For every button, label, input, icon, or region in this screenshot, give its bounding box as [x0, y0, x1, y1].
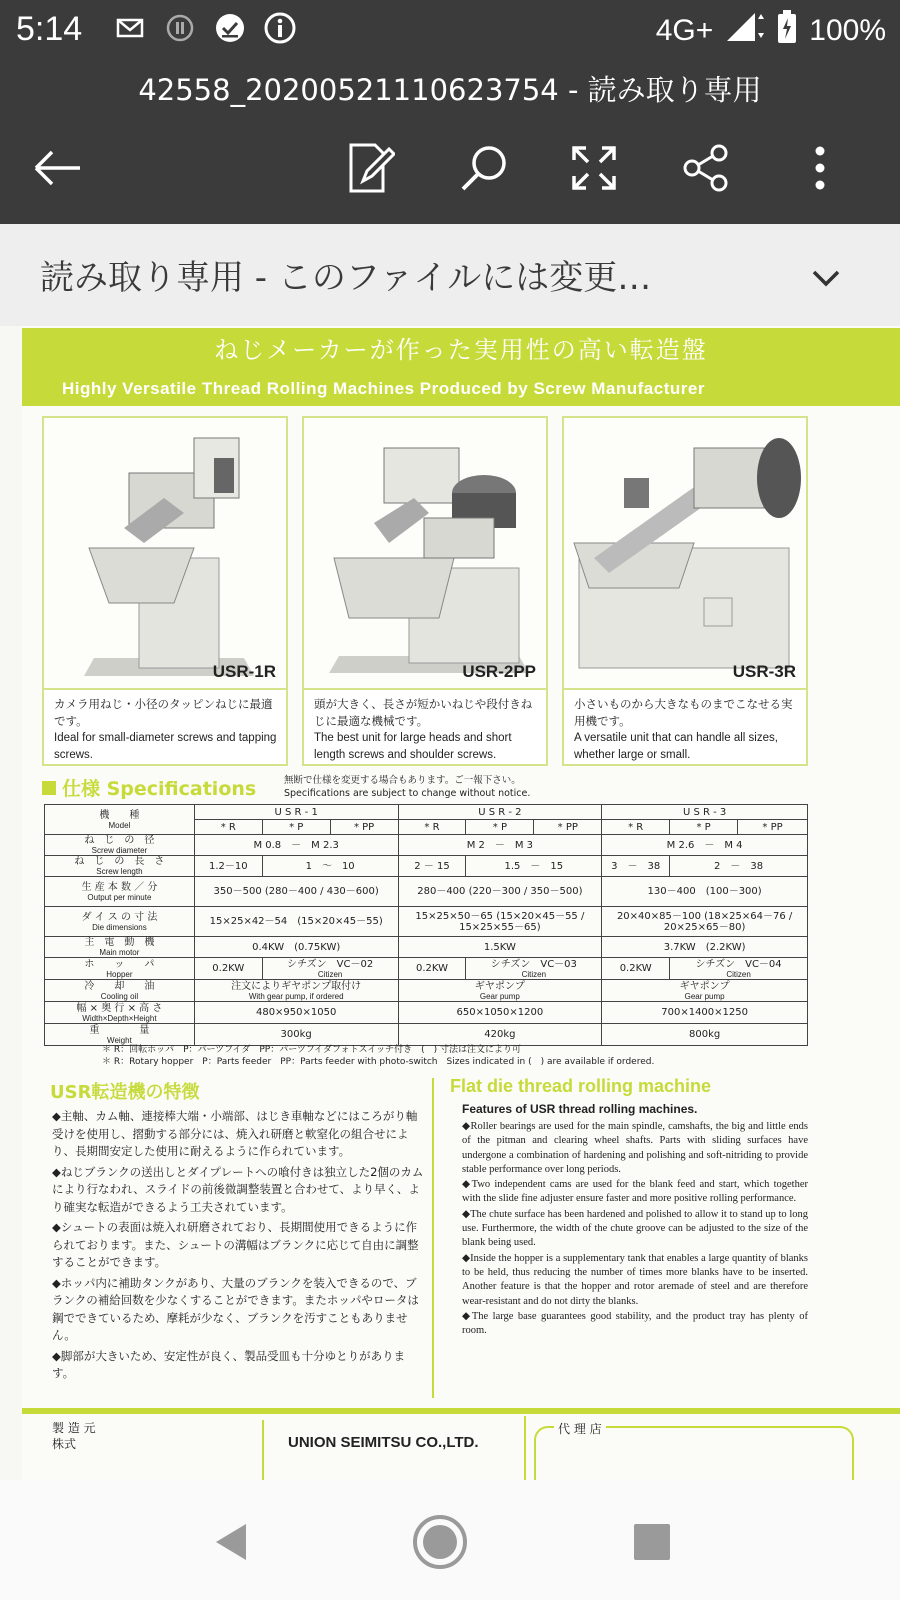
feature-en-item: ◆Two independent cams are used for the blank feed and start, which together with the slide fine adjuster ensure faster and more positive rolling performance.: [462, 1179, 808, 1205]
features-jp-heading: USR転造機の特徴: [50, 1082, 200, 1103]
spec-heading-text: 仕様 Specifications: [62, 778, 257, 800]
spec-row-die: ダ イ ス の 寸 法 Die dimensions 15×25×42－54 (15×20×45－55) 15×25×50－65 (15×20×45－55 / 15×25×55－65) 20×40×85－100 (18×25×64－76 / 20×25×65－80): [45, 907, 808, 937]
spec-note-en: Specifications are subject to change without notice.: [284, 788, 531, 799]
spec-note: [284, 774, 530, 800]
machine-card-usr3r: [562, 416, 808, 766]
feature-jp-item: ◆ホッパ内に補助タンクがあり、大量のブランクを装入できるので、ブランクの補給回数を少なくすることができます。またホッパやロータは鋼でできているため、摩耗が少なく、ブランクを汚すこともありません。: [52, 1275, 419, 1342]
home-circle-icon[interactable]: [408, 1510, 472, 1574]
spec-variant: * P: [262, 820, 330, 835]
readonly-banner-text: 読み取り専用 - このファイルには変更…: [40, 258, 652, 298]
footer-divider: [524, 1416, 526, 1480]
card-description: [54, 696, 282, 764]
spec-row-length: ね じ の 長 さ Screw length 1.2－10 1 ～ 10 2 － 15 1.5 － 15 3 － 38 2 － 38: [45, 856, 808, 877]
search-icon[interactable]: [454, 138, 514, 198]
spec-footnote: ＊ R：回転ホッパ P：パーツフイダ PP：パーツフイダフォトスイッチ付き ( ) 寸法は注文により可 ＊ R：Rotary hopper P：Parts feeder PP：Parts feeder with photo-switch Sizes indicated in ( ) are available if ordered.: [102, 1045, 655, 1067]
back-arrow-icon[interactable]: [28, 138, 88, 198]
spec-row-output: 生 産 本 数 ／ 分 Output per minute 350－500 (280－400 / 430－600) 280－400 (220－300 / 350－500) 130－400 (100－300): [45, 877, 808, 907]
card-description: [574, 696, 802, 764]
feature-en-item: ◆The chute surface has been hardened and polished to allow it to stand up to long use. Furthermore, the width of the chute groove can be adjusted to the size of the blank being used.: [462, 1208, 808, 1249]
machine-photo-usr1r: [44, 418, 286, 690]
spec-variant: * PP: [330, 820, 398, 835]
spec-note-jp: 無断で仕様を変更する場合もあります。ご一報下さい。: [284, 775, 521, 786]
feature-jp-item: ◆シュートの表面は焼入れ研磨されており、長期間使用できるように作られております。また、シュートの溝幅はブランクに応じて自由に調整することができます。: [52, 1220, 419, 1269]
spec-group-usr3: U S R - 3: [602, 805, 808, 820]
share-icon[interactable]: [676, 138, 736, 198]
footer-band: [22, 1408, 900, 1414]
spec-variant: * PP: [534, 820, 602, 835]
spec-row-size: 幅 × 奥 行 × 高 さ Width×Depth×Height 480×950×1050 650×1050×1200 700×1400×1250: [45, 1002, 808, 1024]
spec-variant: * R: [194, 820, 262, 835]
card-desc-jp: カメラ用ねじ・小径のタッピンねじに最適です。: [54, 697, 273, 728]
spec-group-usr1: U S R - 1: [194, 805, 398, 820]
status-right: [656, 10, 886, 52]
spec-row-cooling: 冷 却 油 Cooling oil 注文によりギヤポンプ取付け With gear pump, if ordered ギヤポンプ Gear pump ギヤポンプ Gear pump: [45, 980, 808, 1002]
battery-percent: 100%: [809, 14, 886, 47]
spec-row-weight: 重 量 Weight 300kg 420kg 800kg: [45, 1024, 808, 1046]
status-time: 5:14: [16, 10, 83, 48]
spec-variant: * PP: [738, 820, 808, 835]
recents-square-icon[interactable]: [620, 1510, 684, 1574]
signal-icon: [725, 11, 765, 51]
machine-card-usr2pp: [302, 416, 548, 766]
card-desc-jp: 頭が大きく、長さが短かいねじや段付きねじに最適な機械です。: [314, 697, 533, 728]
feature-en-item: ◆The large base guarantees good stability, and the product tray has plenty of room.: [462, 1310, 808, 1337]
mail-icon: [112, 10, 148, 46]
readonly-banner[interactable]: [0, 224, 900, 326]
footer-company: UNION SEIMITSU CO.,LTD.: [288, 1434, 479, 1451]
status-notification-icons: [112, 10, 298, 46]
edit-icon[interactable]: [340, 138, 400, 198]
info-icon: [262, 10, 298, 46]
spec-row-diameter: ね じ の 径 Screw diameter M 0.8 － M 2.3 M 2 － M 3 M 2.6 － M 4: [45, 835, 808, 856]
title-en: Highly Versatile Thread Rolling Machines Produced by Screw Manufacturer: [22, 372, 900, 406]
feature-jp-item: ◆主軸、カム軸、連接棒大端・小端部、はじき車軸などにはころがり軸受けを使用し、摺動する部分には、焼入れ研磨と軟窒化の組合せにより、長期間安定した使用に耐えるように作られています。: [52, 1109, 418, 1158]
machine-photo-usr3r: [564, 418, 806, 690]
model-label: USR-2PP: [462, 662, 536, 681]
feature-jp-item: ◆脚部が大きいため、安定性が良く、製品受皿も十分ゆとりがあります。: [52, 1348, 406, 1380]
model-label: USR-1R: [212, 662, 276, 681]
card-desc-en: Ideal for small-diameter screws and tapping screws.: [54, 732, 277, 761]
fullscreen-icon[interactable]: [564, 138, 624, 198]
notification-icon: [162, 10, 198, 46]
card-description: [314, 696, 542, 764]
title-jp: ねじメーカーが作った実用性の高い転造盤: [22, 328, 900, 372]
feature-en-item: ◆Inside the hopper is a supplementary tank that enables a large quantity of blanks to be held, thus reducing the number of times more blanks have to be inserted. Another feature is that the hopper and rotor aremade of steel and are therefore wear-resistant and do not dirty the blanks.: [462, 1252, 808, 1307]
model-label: USR-3R: [732, 662, 796, 681]
spec-row-hopper: ホ ッ パ Hopper 0.2KW シチズン VC－02 Citizen 0.2KW シチズン VC－03 Citizen 0.2KW シチズン VC－04 Citizen: [45, 958, 808, 980]
features-jp-list: [52, 1108, 424, 1386]
feature-en-item: ◆Roller bearings are used for the main spindle, camshafts, the big and little ends of the pitman and clearing wheel shafts. Parts with sliding surfaces have undergone a combination of hardening and polishing and soft-nitriding to provide stable performance over long periods.: [462, 1121, 808, 1175]
app-bar: [0, 64, 900, 224]
machine-card-usr1r: [42, 416, 288, 766]
footer-maker: 製 造 元 株式: [52, 1421, 96, 1451]
spec-model-header: 機 種 Model: [45, 805, 195, 835]
check-icon: [212, 10, 248, 46]
spec-variant: * R: [602, 820, 670, 835]
features-divider: [432, 1078, 434, 1398]
document-viewer[interactable]: [0, 326, 900, 1480]
footer-divider: [262, 1420, 264, 1480]
spec-table: [44, 804, 808, 1046]
spec-variant: * P: [466, 820, 534, 835]
spec-group-usr2: U S R - 2: [398, 805, 602, 820]
document-page: [22, 326, 900, 1480]
feature-jp-item: ◆ねじブランクの送出しとダイプレートへの喰付きは独立した2個のカムにより行なわれ、スライドの前後微調整装置と合わせて、より早く、より確実な転造ができるよう工夫されています。: [52, 1164, 424, 1214]
battery-icon: [777, 10, 797, 52]
chevron-down-icon[interactable]: [806, 258, 846, 298]
network-label: 4G+: [655, 14, 714, 47]
card-desc-jp: 小さいものから大きなものまでこなせる実用機です。: [574, 697, 793, 728]
agent-label: 代 理 店: [554, 1420, 606, 1437]
features-en-heading: Flat die thread rolling machine: [450, 1076, 712, 1096]
card-desc-en: A versatile unit that can handle all sizes, whether large or small.: [574, 732, 778, 761]
card-desc-en: The best unit for large heads and short length screws and shoulder screws.: [314, 732, 512, 761]
document-title: 42558_20200521110623754 - 読み取り専用: [138, 73, 762, 107]
spec-variant: * R: [398, 820, 466, 835]
nav-bar: [0, 1480, 900, 1600]
spec-heading: [42, 774, 256, 801]
more-icon[interactable]: [790, 138, 850, 198]
status-bar: [0, 0, 900, 64]
machine-photo-usr2pp: [304, 418, 546, 690]
spec-variant: * P: [670, 820, 738, 835]
back-triangle-icon[interactable]: [200, 1510, 264, 1574]
spec-row-motor: 主 電 動 機 Main motor 0.4KW (0.75KW) 1.5KW 3.7KW (2.2KW): [45, 937, 808, 958]
square-bullet-icon: [42, 781, 56, 795]
features-en-list: [462, 1120, 808, 1339]
features-en-subheading: Features of USR thread rolling machines.: [462, 1102, 698, 1116]
